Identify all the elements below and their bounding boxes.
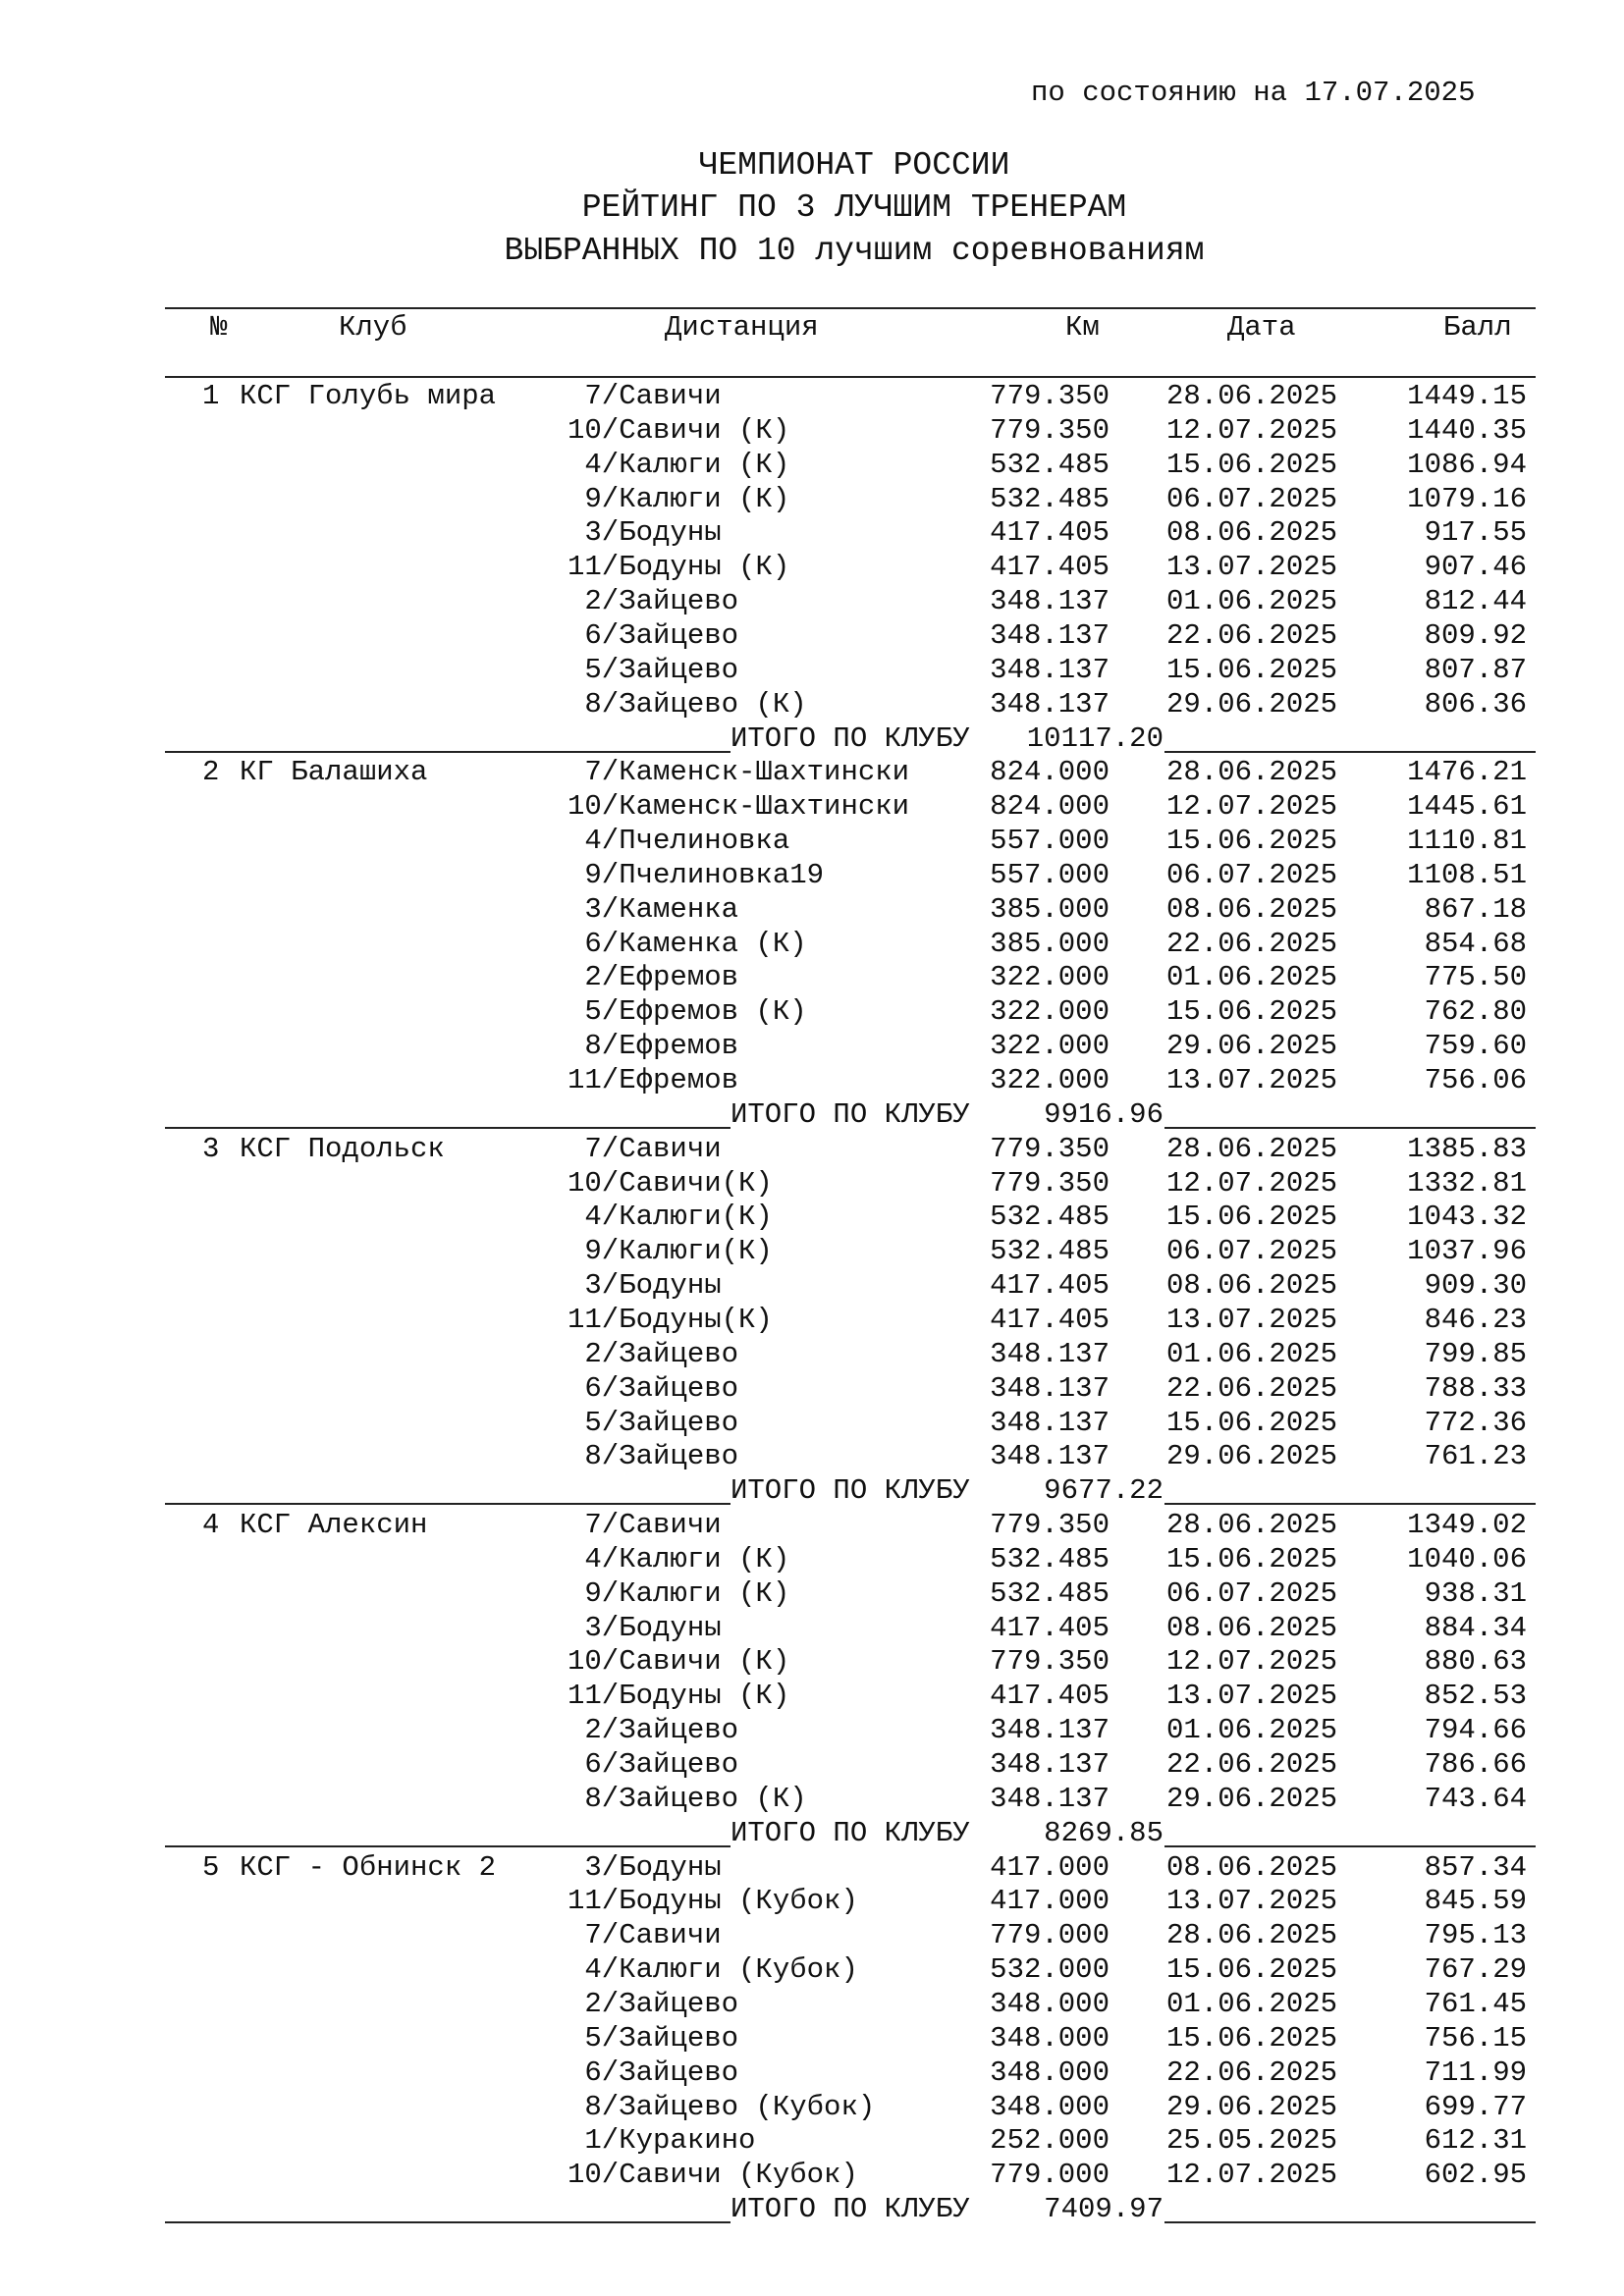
total-rule-left [165, 1127, 731, 1129]
row-score: 1385.83 [1407, 1132, 1527, 1165]
row-score: 711.99 [1424, 2056, 1527, 2089]
row-distance: 3/Бодуны [568, 1611, 722, 1644]
row-distance: 8/Зайцево (К) [568, 1782, 807, 1815]
row-distance: 6/Каменка (К) [568, 927, 807, 960]
row-distance: 2/Зайцево [568, 1987, 739, 2020]
row-score: 759.60 [1424, 1030, 1527, 1063]
row-km: 348.137 [990, 653, 1110, 686]
club-total-label: ИТОГО ПО КЛУБУ [731, 721, 970, 755]
row-km: 385.000 [990, 892, 1110, 926]
row-km: 348.000 [990, 1987, 1110, 2020]
row-score: 761.23 [1424, 1440, 1527, 1473]
row-date: 25.05.2025 [1166, 2124, 1338, 2158]
row-score: 1043.32 [1407, 1201, 1527, 1234]
club-rank: 1 [202, 380, 220, 412]
row-distance: 4/Пчелиновка [568, 825, 790, 858]
row-km: 779.350 [990, 1509, 1110, 1542]
header-bottom-rule [165, 376, 1536, 378]
row-score: 812.44 [1424, 585, 1527, 618]
row-score: 788.33 [1424, 1371, 1527, 1405]
row-score: 884.34 [1424, 1611, 1527, 1644]
row-km: 322.000 [990, 1064, 1110, 1096]
as-of-date: по состоянию на 17.07.2025 [1031, 77, 1476, 109]
header-top-rule [165, 307, 1536, 309]
row-km: 532.485 [990, 448, 1110, 481]
row-km: 348.137 [990, 585, 1110, 618]
row-date: 15.06.2025 [1166, 653, 1338, 686]
row-score: 867.18 [1424, 892, 1527, 926]
club-rank: 2 [202, 756, 220, 789]
club-total-value: 8269.85 [1044, 1816, 1164, 1849]
row-distance: 4/Калюги(К) [568, 1201, 773, 1234]
row-km: 348.137 [990, 1440, 1110, 1473]
row-km: 779.350 [990, 1132, 1110, 1165]
row-score: 612.31 [1424, 2124, 1527, 2158]
row-date: 28.06.2025 [1166, 380, 1338, 412]
column-header-distance: Дистанция [665, 311, 819, 344]
total-rule-left [165, 1503, 731, 1505]
row-distance: 7/Каменск-Шахтински [568, 756, 910, 789]
row-distance: 2/Зайцево [568, 1337, 739, 1370]
row-date: 01.06.2025 [1166, 1714, 1338, 1747]
row-date: 15.06.2025 [1166, 2021, 1338, 2055]
row-distance: 11/Бодуны (К) [568, 1680, 790, 1713]
row-score: 854.68 [1424, 927, 1527, 960]
row-km: 417.405 [990, 551, 1110, 584]
row-date: 12.07.2025 [1166, 1166, 1338, 1200]
club-total-value: 9677.22 [1044, 1474, 1164, 1508]
row-distance: 9/Пчелиновка19 [568, 858, 825, 891]
total-rule-right [1164, 1503, 1536, 1505]
row-km: 417.405 [990, 1303, 1110, 1336]
row-date: 28.06.2025 [1166, 1132, 1338, 1165]
row-date: 01.06.2025 [1166, 1337, 1338, 1370]
row-distance: 11/Бодуны(К) [568, 1303, 773, 1336]
row-date: 08.06.2025 [1166, 516, 1338, 550]
row-date: 13.07.2025 [1166, 551, 1338, 584]
row-km: 824.000 [990, 756, 1110, 789]
row-km: 417.405 [990, 1269, 1110, 1303]
row-distance: 5/Зайцево [568, 1406, 739, 1439]
row-date: 22.06.2025 [1166, 927, 1338, 960]
row-km: 779.350 [990, 380, 1110, 412]
row-km: 322.000 [990, 961, 1110, 994]
row-score: 1349.02 [1407, 1509, 1527, 1542]
row-km: 779.350 [990, 1166, 1110, 1200]
column-header-km: Км [1065, 311, 1100, 344]
row-distance: 2/Ефремов [568, 961, 739, 994]
row-distance: 6/Зайцево [568, 1371, 739, 1405]
row-date: 15.06.2025 [1166, 995, 1338, 1029]
row-score: 756.06 [1424, 1064, 1527, 1096]
row-score: 1086.94 [1407, 448, 1527, 481]
row-distance: 5/Ефремов (К) [568, 995, 807, 1029]
row-date: 06.07.2025 [1166, 1576, 1338, 1610]
row-distance: 3/Бодуны [568, 1850, 722, 1884]
row-distance: 2/Зайцево [568, 1714, 739, 1747]
row-date: 06.07.2025 [1166, 858, 1338, 891]
row-distance: 7/Савичи [568, 380, 722, 412]
row-score: 809.92 [1424, 618, 1527, 652]
row-km: 779.000 [990, 2159, 1110, 2192]
row-score: 806.36 [1424, 687, 1527, 721]
row-km: 824.000 [990, 790, 1110, 824]
row-score: 762.80 [1424, 995, 1527, 1029]
row-date: 12.07.2025 [1166, 413, 1338, 447]
row-date: 15.06.2025 [1166, 448, 1338, 481]
row-score: 917.55 [1424, 516, 1527, 550]
club-total-label: ИТОГО ПО КЛУБУ [731, 1097, 970, 1131]
total-rule-right [1164, 1845, 1536, 1847]
title-line-2: РЕЙТИНГ ПО 3 ЛУЧШИМ ТРЕНЕРАМ [581, 189, 1127, 226]
row-km: 417.405 [990, 1611, 1110, 1644]
row-distance: 4/Калюги (К) [568, 1542, 790, 1575]
row-distance: 8/Зайцево [568, 1440, 739, 1473]
row-score: 846.23 [1424, 1303, 1527, 1336]
column-header-date: Дата [1227, 311, 1296, 344]
row-score: 1445.61 [1407, 790, 1527, 824]
row-score: 775.50 [1424, 961, 1527, 994]
row-date: 15.06.2025 [1166, 1406, 1338, 1439]
row-date: 15.06.2025 [1166, 1542, 1338, 1575]
club-total-value: 7409.97 [1044, 2193, 1164, 2226]
row-km: 532.485 [990, 1576, 1110, 1610]
row-distance: 7/Савичи [568, 1132, 722, 1165]
club-name: КСГ Подольск [240, 1132, 445, 1165]
row-km: 557.000 [990, 858, 1110, 891]
row-date: 13.07.2025 [1166, 1303, 1338, 1336]
row-km: 322.000 [990, 1030, 1110, 1063]
row-km: 348.000 [990, 2056, 1110, 2089]
row-distance: 3/Бодуны [568, 516, 722, 550]
row-km: 348.137 [990, 618, 1110, 652]
club-rank: 4 [202, 1509, 220, 1542]
row-km: 779.000 [990, 1919, 1110, 1952]
row-score: 1449.15 [1407, 380, 1527, 412]
row-distance: 10/Каменск-Шахтински [568, 790, 910, 824]
row-score: 699.77 [1424, 2090, 1527, 2123]
row-km: 779.350 [990, 1645, 1110, 1679]
row-distance: 9/Калюги (К) [568, 1576, 790, 1610]
row-date: 22.06.2025 [1166, 1748, 1338, 1781]
column-header-num: № [210, 311, 228, 344]
row-score: 1332.81 [1407, 1166, 1527, 1200]
row-distance: 11/Бодуны (К) [568, 551, 790, 584]
column-header-club: Клуб [339, 311, 407, 344]
row-date: 08.06.2025 [1166, 1269, 1338, 1303]
club-name: КГ Балашиха [240, 756, 428, 789]
row-distance: 2/Зайцево [568, 585, 739, 618]
row-date: 15.06.2025 [1166, 825, 1338, 858]
row-date: 29.06.2025 [1166, 1782, 1338, 1815]
row-date: 12.07.2025 [1166, 1645, 1338, 1679]
row-score: 1108.51 [1407, 858, 1527, 891]
column-header-score: Балл [1443, 311, 1512, 344]
row-score: 794.66 [1424, 1714, 1527, 1747]
row-km: 532.000 [990, 1953, 1110, 1987]
row-date: 28.06.2025 [1166, 1509, 1338, 1542]
row-km: 348.137 [990, 1714, 1110, 1747]
row-score: 1440.35 [1407, 413, 1527, 447]
row-distance: 4/Калюги (Кубок) [568, 1953, 858, 1987]
row-score: 1037.96 [1407, 1235, 1527, 1268]
row-score: 807.87 [1424, 653, 1527, 686]
row-km: 348.137 [990, 687, 1110, 721]
row-date: 15.06.2025 [1166, 1201, 1338, 1234]
row-km: 417.000 [990, 1885, 1110, 1918]
row-score: 767.29 [1424, 1953, 1527, 1987]
row-km: 348.137 [990, 1337, 1110, 1370]
row-distance: 5/Зайцево [568, 653, 739, 686]
row-distance: 6/Зайцево [568, 618, 739, 652]
row-distance: 8/Зайцево (К) [568, 687, 807, 721]
row-date: 13.07.2025 [1166, 1680, 1338, 1713]
row-score: 786.66 [1424, 1748, 1527, 1781]
row-km: 779.350 [990, 413, 1110, 447]
row-date: 29.06.2025 [1166, 687, 1338, 721]
row-date: 06.07.2025 [1166, 482, 1338, 515]
row-date: 12.07.2025 [1166, 2159, 1338, 2192]
row-km: 532.485 [990, 1542, 1110, 1575]
row-distance: 9/Калюги (К) [568, 482, 790, 515]
row-score: 1110.81 [1407, 825, 1527, 858]
row-date: 01.06.2025 [1166, 1987, 1338, 2020]
row-date: 15.06.2025 [1166, 1953, 1338, 1987]
club-rank: 3 [202, 1132, 220, 1165]
row-distance: 10/Савичи(К) [568, 1166, 773, 1200]
club-total-label: ИТОГО ПО КЛУБУ [731, 1474, 970, 1508]
row-score: 907.46 [1424, 551, 1527, 584]
row-km: 532.485 [990, 1235, 1110, 1268]
total-rule-left [165, 2221, 731, 2223]
row-km: 348.000 [990, 2021, 1110, 2055]
row-score: 761.45 [1424, 1987, 1527, 2020]
club-name: КСГ - Обнинск 2 [240, 1850, 497, 1884]
row-score: 909.30 [1424, 1269, 1527, 1303]
club-name: КСГ Алексин [240, 1509, 428, 1542]
row-date: 08.06.2025 [1166, 892, 1338, 926]
row-km: 532.485 [990, 482, 1110, 515]
row-date: 22.06.2025 [1166, 2056, 1338, 2089]
row-score: 743.64 [1424, 1782, 1527, 1815]
row-distance: 11/Бодуны (Кубок) [568, 1885, 858, 1918]
row-score: 799.85 [1424, 1337, 1527, 1370]
row-date: 08.06.2025 [1166, 1850, 1338, 1884]
row-distance: 3/Каменка [568, 892, 739, 926]
row-score: 857.34 [1424, 1850, 1527, 1884]
row-km: 532.485 [990, 1201, 1110, 1234]
row-km: 252.000 [990, 2124, 1110, 2158]
row-date: 28.06.2025 [1166, 1919, 1338, 1952]
row-distance: 10/Савичи (К) [568, 413, 790, 447]
row-score: 1040.06 [1407, 1542, 1527, 1575]
club-total-label: ИТОГО ПО КЛУБУ [731, 1816, 970, 1849]
total-rule-left [165, 751, 731, 753]
row-score: 602.95 [1424, 2159, 1527, 2192]
row-score: 1079.16 [1407, 482, 1527, 515]
row-distance: 7/Савичи [568, 1919, 722, 1952]
row-date: 28.06.2025 [1166, 756, 1338, 789]
row-score: 756.15 [1424, 2021, 1527, 2055]
row-date: 22.06.2025 [1166, 618, 1338, 652]
club-total-label: ИТОГО ПО КЛУБУ [731, 2193, 970, 2226]
row-score: 938.31 [1424, 1576, 1527, 1610]
row-date: 01.06.2025 [1166, 961, 1338, 994]
club-name: КСГ Голубь мира [240, 380, 497, 412]
row-distance: 7/Савичи [568, 1509, 722, 1542]
row-km: 557.000 [990, 825, 1110, 858]
row-km: 417.405 [990, 1680, 1110, 1713]
row-km: 348.137 [990, 1748, 1110, 1781]
row-date: 12.07.2025 [1166, 790, 1338, 824]
row-distance: 8/Ефремов [568, 1030, 739, 1063]
row-km: 322.000 [990, 995, 1110, 1029]
total-rule-right [1164, 751, 1536, 753]
row-score: 795.13 [1424, 1919, 1527, 1952]
club-total-value: 10117.20 [1026, 721, 1164, 755]
row-distance: 9/Калюги(К) [568, 1235, 773, 1268]
row-date: 29.06.2025 [1166, 2090, 1338, 2123]
row-km: 417.405 [990, 516, 1110, 550]
row-score: 852.53 [1424, 1680, 1527, 1713]
row-km: 348.137 [990, 1406, 1110, 1439]
total-rule-right [1164, 1127, 1536, 1129]
row-score: 880.63 [1424, 1645, 1527, 1679]
title-line-3: ВЫБРАННЫХ ПО 10 лучшим соревнованиям [504, 233, 1205, 269]
row-distance: 6/Зайцево [568, 1748, 739, 1781]
row-km: 348.137 [990, 1782, 1110, 1815]
club-rank: 5 [202, 1850, 220, 1884]
row-distance: 6/Зайцево [568, 2056, 739, 2089]
row-distance: 11/Ефремов [568, 1064, 739, 1096]
row-km: 385.000 [990, 927, 1110, 960]
row-score: 772.36 [1424, 1406, 1527, 1439]
row-date: 13.07.2025 [1166, 1064, 1338, 1096]
row-date: 22.06.2025 [1166, 1371, 1338, 1405]
row-distance: 3/Бодуны [568, 1269, 722, 1303]
row-km: 348.137 [990, 1371, 1110, 1405]
total-rule-left [165, 1845, 731, 1847]
row-distance: 5/Зайцево [568, 2021, 739, 2055]
row-date: 13.07.2025 [1166, 1885, 1338, 1918]
row-distance: 10/Савичи (К) [568, 1645, 790, 1679]
row-score: 1476.21 [1407, 756, 1527, 789]
row-km: 417.000 [990, 1850, 1110, 1884]
row-date: 29.06.2025 [1166, 1030, 1338, 1063]
row-distance: 4/Калюги (К) [568, 448, 790, 481]
club-total-value: 9916.96 [1044, 1097, 1164, 1131]
title-line-1: ЧЕМПИОНАТ РОССИИ [698, 147, 1010, 184]
row-km: 348.000 [990, 2090, 1110, 2123]
total-rule-right [1164, 2221, 1536, 2223]
row-distance: 10/Савичи (Кубок) [568, 2159, 858, 2192]
row-date: 29.06.2025 [1166, 1440, 1338, 1473]
row-date: 06.07.2025 [1166, 1235, 1338, 1268]
row-date: 01.06.2025 [1166, 585, 1338, 618]
row-score: 845.59 [1424, 1885, 1527, 1918]
row-date: 08.06.2025 [1166, 1611, 1338, 1644]
row-distance: 8/Зайцево (Кубок) [568, 2090, 876, 2123]
row-distance: 1/Куракино [568, 2124, 756, 2158]
